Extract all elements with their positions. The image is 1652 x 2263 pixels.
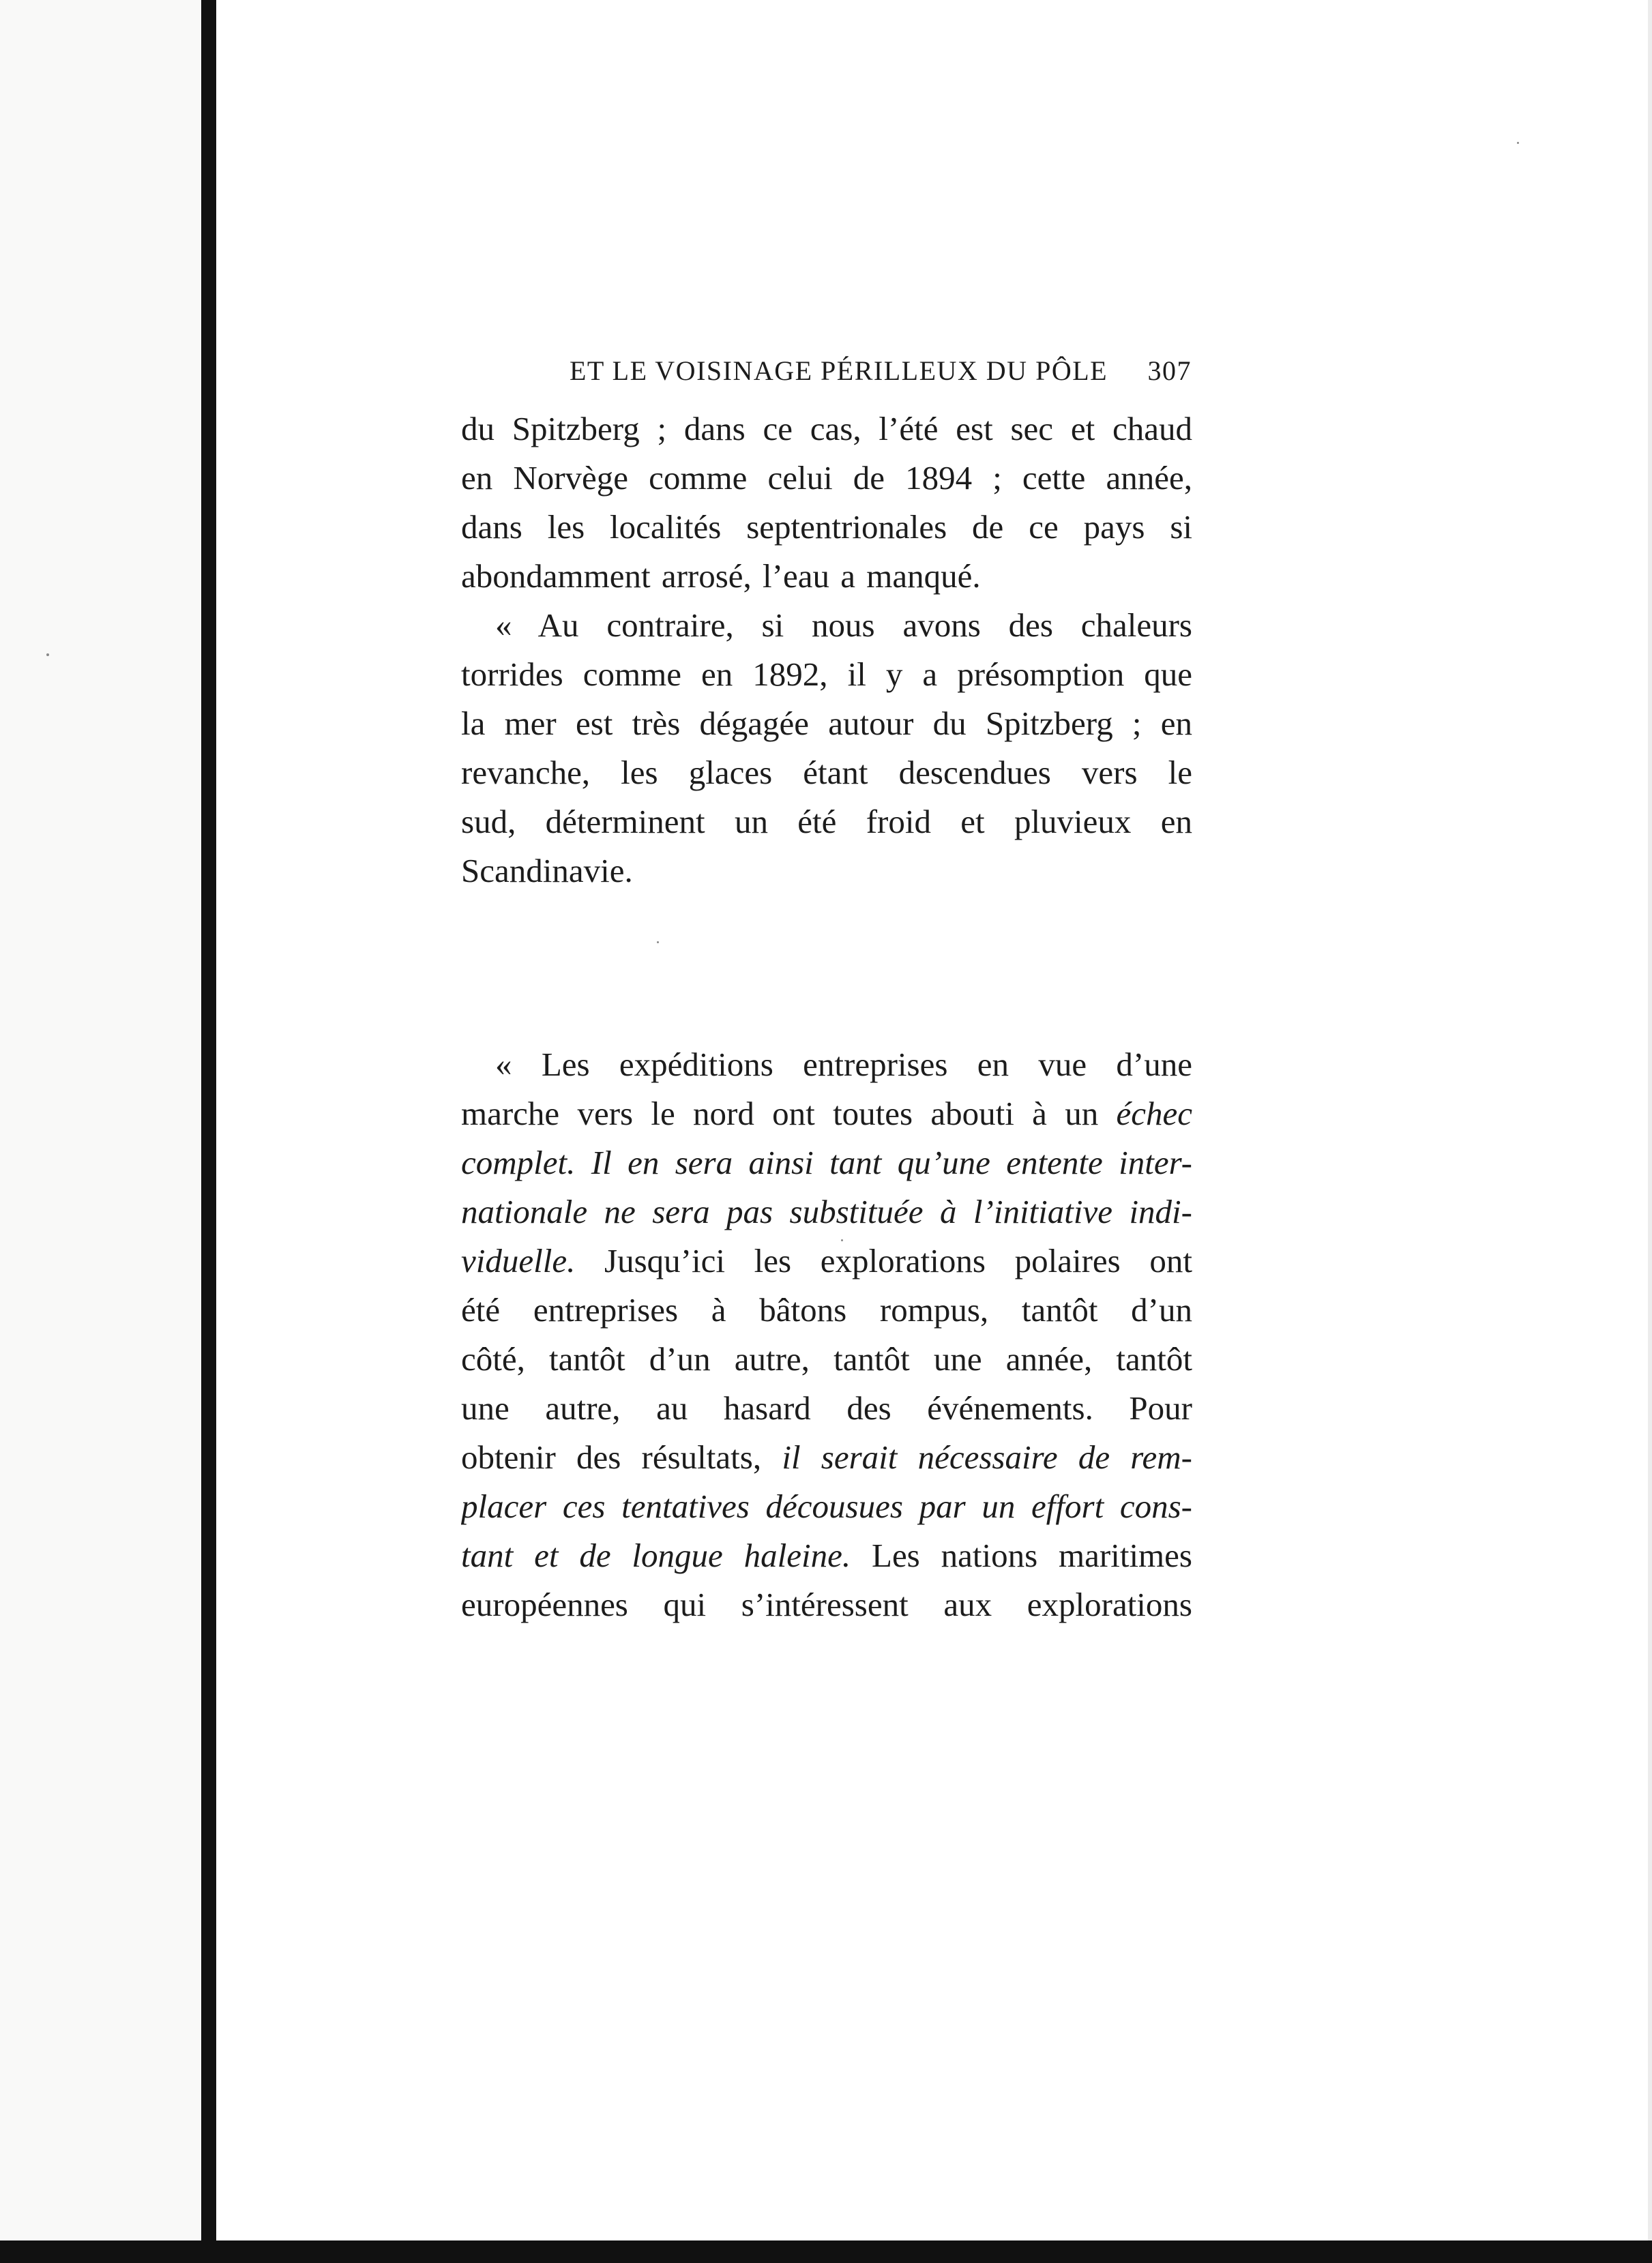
book-gutter-shadow [201, 0, 216, 2263]
paragraph-block-2 [461, 1040, 1192, 1629]
page-header [570, 355, 1192, 396]
text-line [461, 1433, 1192, 1482]
roman-run: obtenir des résultats, [461, 1438, 782, 1476]
italic-run: échec [1116, 1095, 1192, 1132]
text-line: Scandinavie. [461, 852, 633, 889]
text-line: « Les expéditions entreprises en vue d’une [495, 1046, 1192, 1083]
text-line [461, 1187, 1192, 1237]
text-line: « Au contraire, si nous avons des chaleurs [495, 606, 1192, 644]
text-line: européennes qui s’intéressent aux explorations [461, 1586, 1192, 1623]
italic-run: complet. Il en sera ainsi tant qu’une entente inter- [461, 1144, 1192, 1181]
text-line: côté, tantôt d’un autre, tantôt une année, tantôt [461, 1340, 1192, 1378]
text-line: torrides comme en 1892, il y a présomption que [461, 655, 1192, 693]
italic-run: nationale ne sera pas substituée à l’initiative indi- [461, 1193, 1192, 1230]
text-line [461, 1138, 1192, 1187]
facing-page-edge [0, 0, 201, 2263]
text-line: abondamment arrosé, l’eau a manqué. [461, 557, 981, 595]
text-line: une autre, au hasard des événements. Pour [461, 1389, 1192, 1427]
text-line: du Spitzberg ; dans ce cas, l’été est sec et chaud [461, 410, 1192, 447]
dust-speck [46, 653, 49, 656]
paragraph-block-1 [461, 404, 1192, 896]
text-line [461, 1531, 1192, 1580]
dust-speck [1517, 142, 1519, 144]
italic-run: placer ces tentatives décousues par un effort cons- [461, 1488, 1192, 1525]
text-line: dans les localités septentrionales de ce pays si [461, 508, 1192, 546]
roman-run: marche vers le nord ont toutes abouti à un [461, 1095, 1117, 1132]
page-right-edge [1648, 0, 1652, 2263]
text-line: la mer est très dégagée autour du Spitzberg ; en [461, 705, 1192, 742]
roman-run: Jusqu’ici les explorations polaires ont [575, 1242, 1192, 1280]
page-number: 307 [1147, 355, 1192, 386]
running-title: ET LE VOISINAGE PÉRILLEUX DU PÔLE [570, 355, 1108, 386]
text-line [461, 1089, 1192, 1138]
text-line: sud, déterminent un été froid et pluvieux en [461, 803, 1192, 840]
roman-run: Les nations maritimes [851, 1537, 1192, 1574]
text-line [461, 1237, 1192, 1286]
italic-run: viduelle. [461, 1242, 576, 1280]
text-line: revanche, les glaces étant descendues vers le [461, 754, 1192, 791]
italic-run: il serait nécessaire de rem- [782, 1438, 1192, 1476]
text-line: été entreprises à bâtons rompus, tantôt d’un [461, 1291, 1192, 1329]
scan-bottom-border [0, 2240, 1652, 2263]
text-line: en Norvège comme celui de 1894 ; cette année, [461, 459, 1192, 497]
text-line [461, 1482, 1192, 1531]
dust-speck [657, 941, 659, 943]
italic-run: tant et de longue haleine. [461, 1537, 851, 1574]
